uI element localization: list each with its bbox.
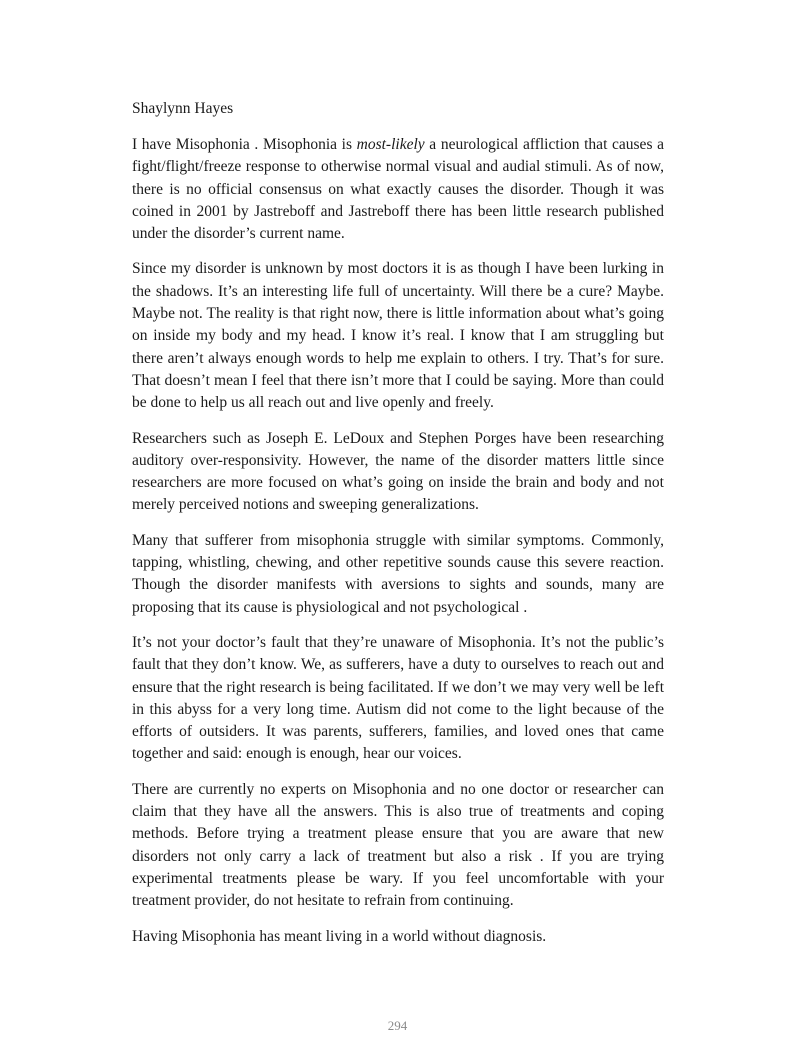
document-page xyxy=(132,98,664,961)
author-name: Shaylynn Hayes xyxy=(132,100,234,117)
paragraph-6: There are currently no experts on Misophonia and no one doctor or researcher can claim that they have all the answers. This is also true of treatments and coping methods. Before trying a treatment please ensure that you are aware that new disorders not only carry a lack of treatment but also a risk . If you are trying experimental treatments please be wary. If you feel uncomfortable with your treatment provider, do not hesitate to refrain from continuing. xyxy=(132,780,664,910)
paragraph-5: It’s not your doctor’s fault that they’re unaware of Misophonia. It’s not the public’s fault that they don’t know. We, as sufferers, have a duty to ourselves to reach out and ensure that the right research is being facilitated. If we don’t we may very well be left in this abyss for a very long time. Autism did not come to the light because of the efforts of outsiders. It was parents, sufferers, families, and loved ones that came together and said: enough is enough, hear our voices. xyxy=(132,633,664,763)
paragraph-2: Since my disorder is unknown by most doctors it is as though I have been lurking in the shadows. It’s an interesting life full of uncertainty. Will there be a cure? Maybe. Maybe not. The reality is that right now, there is little information about what’s going on inside my body and my head. I know it’s real. I know that I am struggling but there aren’t always enough words to help me explain to others. I try. That’s for sure. That doesn’t mean I feel that there isn’t more that I could be saying. More than could be done to help us all reach out and live openly and freely. xyxy=(132,260,664,412)
page-number: 294 xyxy=(387,1018,408,1033)
paragraph-1-text-end: a neurological affliction that causes a fight/flight/freeze response to otherwise normal visual and audial stimuli. As of now, there is no official consensus on what exactly causes the disorder. Though it was coined in 2001 by Jastreboff and Jastreboff there has been little research published under the disorder’s current name. xyxy=(132,136,664,243)
paragraph-1 xyxy=(132,134,664,245)
paragraph-4: Many that sufferer from misophonia struggle with similar symptoms. Commonly, tapping, whistling, chewing, and other repetitive sounds cause this severe reaction. Though the disorder manifests with aversions to sights and sounds, many are proposing that its cause is physiological and not psychological . xyxy=(132,531,664,616)
paragraph-1-emphasis: most-likely xyxy=(356,136,425,153)
paragraph-3: Researchers such as Joseph E. LeDoux and Stephen Porges have been researching auditory over-responsivity. However, the name of the disorder matters little since researchers are more focused on what’s going on inside the brain and body and not merely perceived notions and sweeping generalizations. xyxy=(132,429,664,514)
paragraph-1-text-start: I have Misophonia . Misophonia is xyxy=(132,136,357,153)
paragraph-7: Having Misophonia has meant living in a world without diagnosis. xyxy=(132,927,547,945)
